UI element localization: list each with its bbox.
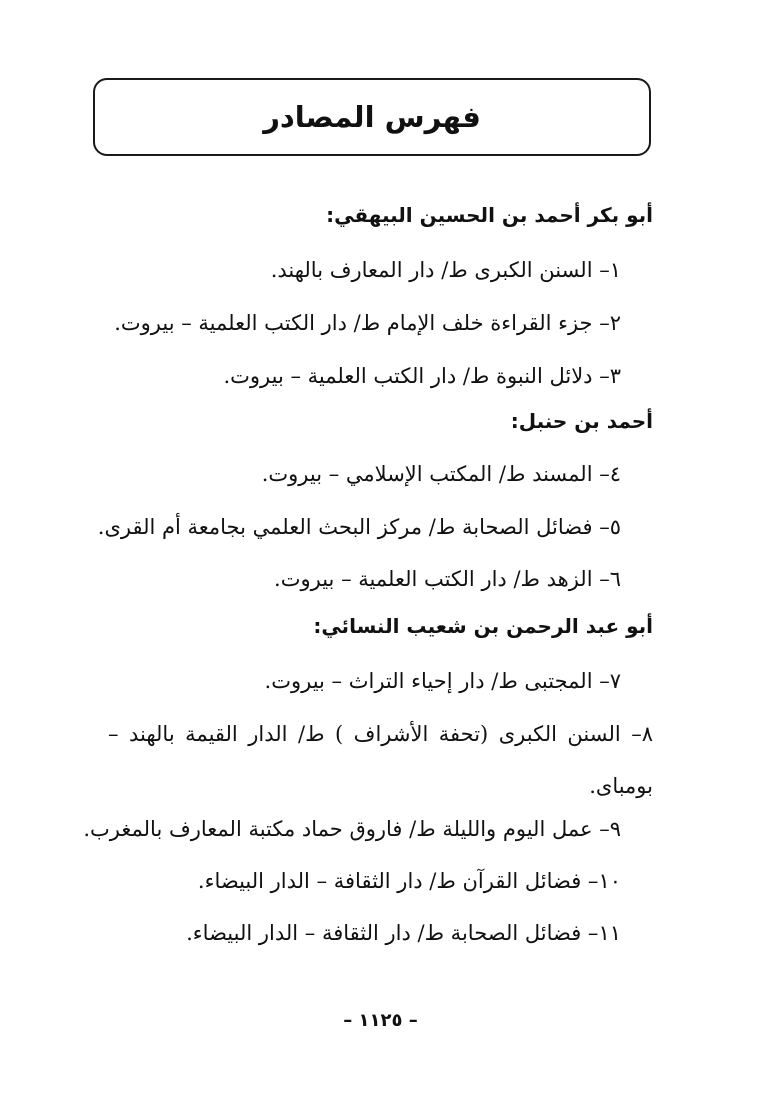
page-title: فهرس المصادر: [263, 100, 481, 134]
title-box: [93, 78, 651, 156]
source-entry-7: ٧– المجتبى ط/ دار إحياء التراث – بيروت.: [264, 669, 621, 693]
source-entry-11: ١١– فضائل الصحابة ط/ دار الثقافة – الدار البيضاء.: [186, 921, 621, 945]
source-entry-9: ٩– عمل اليوم والليلة ط/ فاروق حماد مكتبة المعارف بالمغرب.: [83, 817, 621, 841]
source-entry-8: ٨– السنن الكبرى (تحفة الأشراف ) ط/ الدار القيمة بالهند – بومباى.: [108, 722, 653, 798]
source-entry-10: ١٠– فضائل القرآن ط/ دار الثقافة – الدار البيضاء.: [197, 869, 621, 893]
author-heading-nasai: أبو عبد الرحمن بن شعيب النسائي:: [313, 614, 653, 638]
source-entry-5: ٥– فضائل الصحابة ط/ مركز البحث العلمي بجامعة أم القرى.: [97, 515, 621, 539]
source-entry-3: ٣– دلائل النبوة ط/ دار الكتب العلمية – بيروت.: [223, 364, 621, 388]
page-number: – ١١٢٥ –: [343, 1010, 418, 1031]
source-entry-6: ٦– الزهد ط/ دار الكتب العلمية – بيروت.: [274, 567, 621, 591]
author-heading-bayhaqi: أبو بكر أحمد بن الحسين البيهقي:: [326, 203, 653, 227]
source-entry-1: ١– السنن الكبرى ط/ دار المعارف بالهند.: [270, 258, 621, 282]
source-entry-4: ٤– المسند ط/ المكتب الإسلامي – بيروت.: [261, 462, 621, 486]
source-entry-2: ٢– جزء القراءة خلف الإمام ط/ دار الكتب العلمية – بيروت.: [114, 311, 621, 335]
author-heading-ibn-hanbal: أحمد بن حنبل:: [510, 409, 653, 433]
